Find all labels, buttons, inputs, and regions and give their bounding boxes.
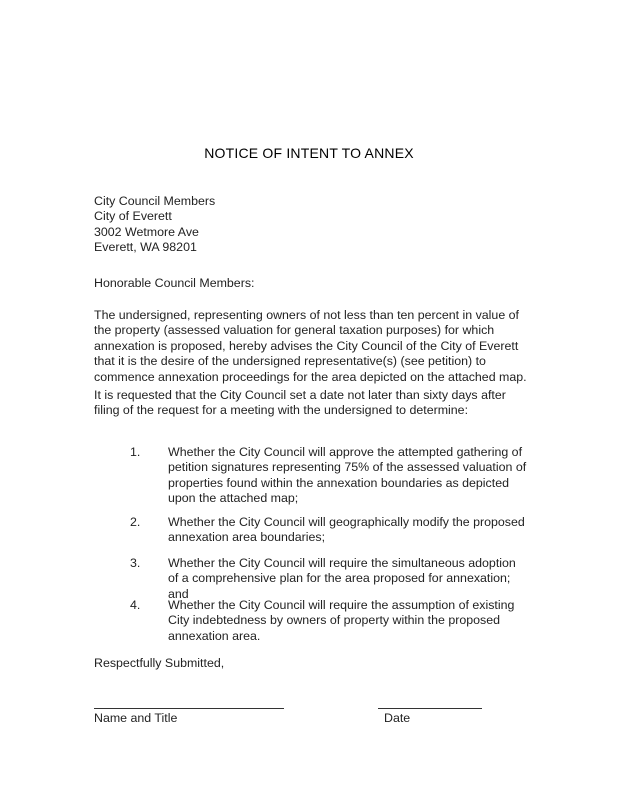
recipient-address: [94, 194, 215, 256]
paragraph-intent: The undersigned, representing owners of not less than ten percent in value of the property (assessed valuation for general taxation purposes) for which annexation is proposed, hereby advises the City Council of the City of Everett that it is the desire of the undersigned representative(s) (see petition) to commence annexation proceedings for the area depicted on the attached map.: [94, 308, 527, 384]
list-item-text: Whether the City Council will geographically modify the proposed annexation area boundaries;: [168, 515, 525, 545]
paragraph-request: It is requested that the City Council set a date not later than sixty days after filing of the request for a meeting with the undersigned to determine:: [94, 388, 506, 418]
salutation: Honorable Council Members:: [94, 276, 255, 290]
closing: Respectfully Submitted,: [94, 656, 225, 670]
list-item-text: Whether the City Council will require the assumption of existing City indebtedness by owners of property within the proposed annexation area.: [168, 598, 515, 643]
date-label: Date: [384, 711, 411, 725]
address-line-2: City of Everett: [94, 209, 172, 224]
address-line-4: Everett, WA 98201: [94, 240, 197, 255]
list-item-text: Whether the City Council will approve the attempted gathering of petition signatures representing 75% of the assessed valuation of properties found within the annexation boundaries as depicted upon the attached map;: [168, 445, 527, 506]
name-signature-line: [94, 708, 284, 709]
list-item-number: 1.: [130, 445, 141, 459]
list-item-number: 2.: [130, 515, 141, 529]
list-item-number: 3.: [130, 556, 141, 570]
list-item-text: Whether the City Council will require the simultaneous adoption of a comprehensive plan for the area proposed for annexation; and: [168, 556, 516, 601]
address-line-3: 3002 Wetmore Ave: [94, 224, 199, 239]
list-item-number: 4.: [130, 598, 141, 612]
date-signature-line: [378, 708, 482, 709]
document-title: NOTICE OF INTENT TO ANNEX: [204, 145, 414, 161]
address-line-1: City Council Members: [94, 194, 216, 208]
name-title-label: Name and Title: [94, 711, 178, 725]
